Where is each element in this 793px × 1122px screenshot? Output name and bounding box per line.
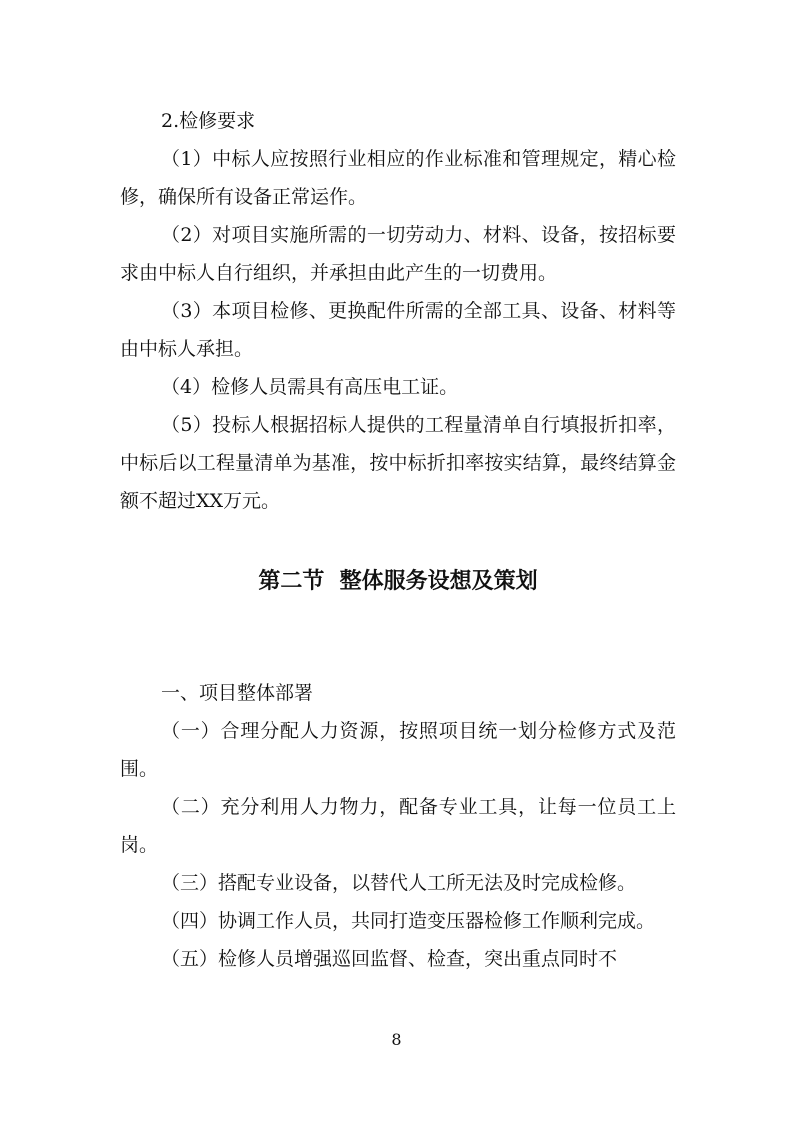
deployment-item-3: （三）搭配专业设备，以替代人工所无法及时完成检修。 <box>161 872 637 894</box>
section-heading: 第二节 整体服务设想及策划 <box>258 569 538 594</box>
deployment-item-2: （二）充分利用人力物力，配备专业工具，让每一位员工上岗。 <box>120 796 676 856</box>
requirement-item-5: （5）投标人根据招标人提供的工程量清单自行填报折扣率，中标后以工程量清单为基准，按中标折扣率按实结算，最终结算金额不超过XX万元。 <box>120 414 676 512</box>
inspection-requirements-section <box>120 102 676 520</box>
requirement-item-3: （3）本项目检修、更换配件所需的全部工具、设备、材料等由中标人承担。 <box>120 300 676 360</box>
overall-deployment-section <box>120 674 676 978</box>
deployment-item-4: （四）协调工作人员，共同打造变压器检修工作顺利完成。 <box>161 910 656 932</box>
page-number: 8 <box>391 1030 402 1049</box>
subheading-project-deployment: 一、项目整体部署 <box>161 682 314 704</box>
subheading-inspection-requirements: 2.检修要求 <box>161 110 256 132</box>
deployment-item-5: （五）检修人员增强巡回监督、检查，突出重点同时不 <box>161 948 618 970</box>
requirement-item-4: （4）检修人员需具有高压电工证。 <box>161 376 459 398</box>
requirement-item-1: （1）中标人应按照行业相应的作业标准和管理规定，精心检修，确保所有设备正常运作。 <box>120 148 676 208</box>
deployment-item-1: （一）合理分配人力资源，按照项目统一划分检修方式及范围。 <box>120 720 676 780</box>
requirement-item-2: （2）对项目实施所需的一切劳动力、材料、设备，按招标要求由中标人自行组织，并承担由此产生的一切费用。 <box>120 224 676 284</box>
